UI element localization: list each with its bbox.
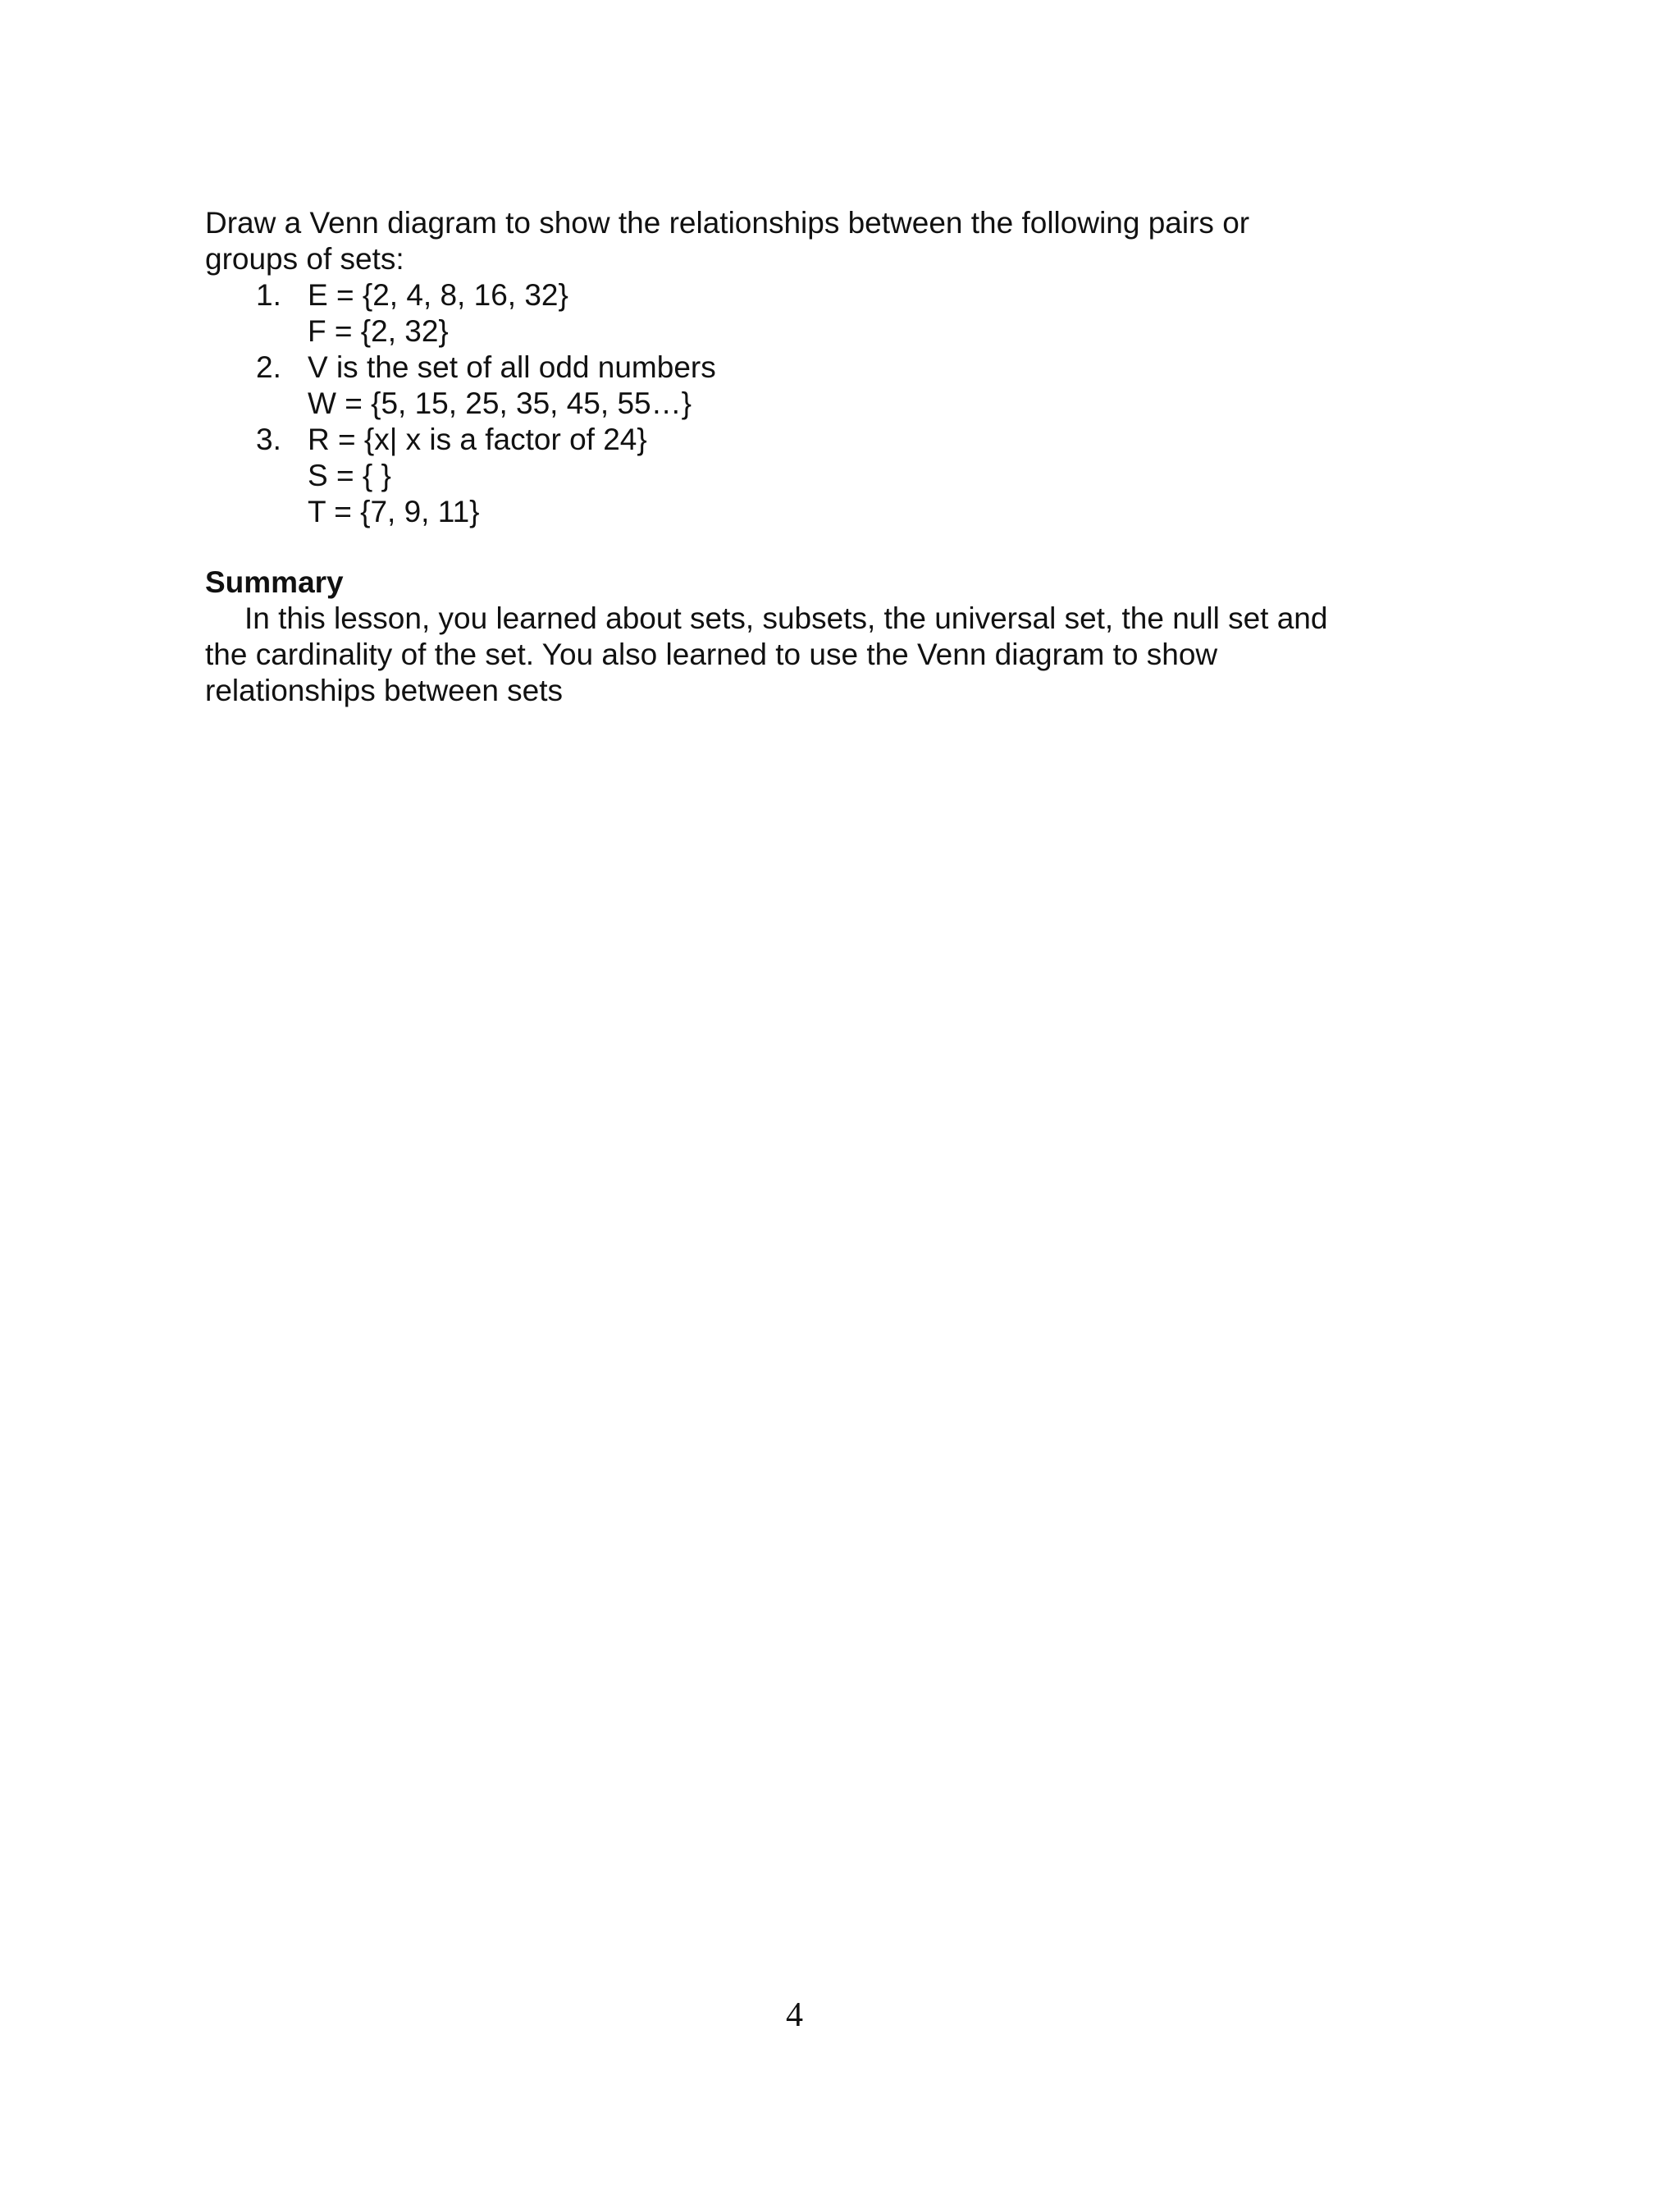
exercise-3-number: 3. (256, 423, 281, 456)
summary-line-3: relationships between sets (205, 674, 564, 707)
summary-heading: Summary (205, 565, 344, 599)
exercise-3-line-2: S = { } (308, 459, 391, 492)
instructions-line-2: groups of sets: (205, 242, 404, 276)
summary-line-1: In this lesson, you learned about sets, subsets, the universal set, the null set and (244, 601, 1328, 635)
page-number: 4 (786, 1996, 803, 2034)
exercise-3-line-3: T = {7, 9, 11} (308, 495, 480, 528)
exercise-2-number: 2. (256, 350, 281, 384)
exercise-2-line-1: V is the set of all odd numbers (308, 350, 716, 384)
exercise-2-line-2: W = {5, 15, 25, 35, 45, 55…} (308, 386, 692, 420)
instructions-line-1: Draw a Venn diagram to show the relationships between the following pairs or (205, 206, 1250, 240)
summary-line-2: the cardinality of the set. You also learned to use the Venn diagram to show (205, 638, 1218, 671)
exercise-1-number: 1. (256, 278, 281, 312)
exercise-1-line-2: F = {2, 32} (308, 314, 449, 348)
exercise-1-line-1: E = {2, 4, 8, 16, 32} (308, 278, 568, 312)
exercise-3-line-1: R = {x| x is a factor of 24} (308, 423, 647, 456)
